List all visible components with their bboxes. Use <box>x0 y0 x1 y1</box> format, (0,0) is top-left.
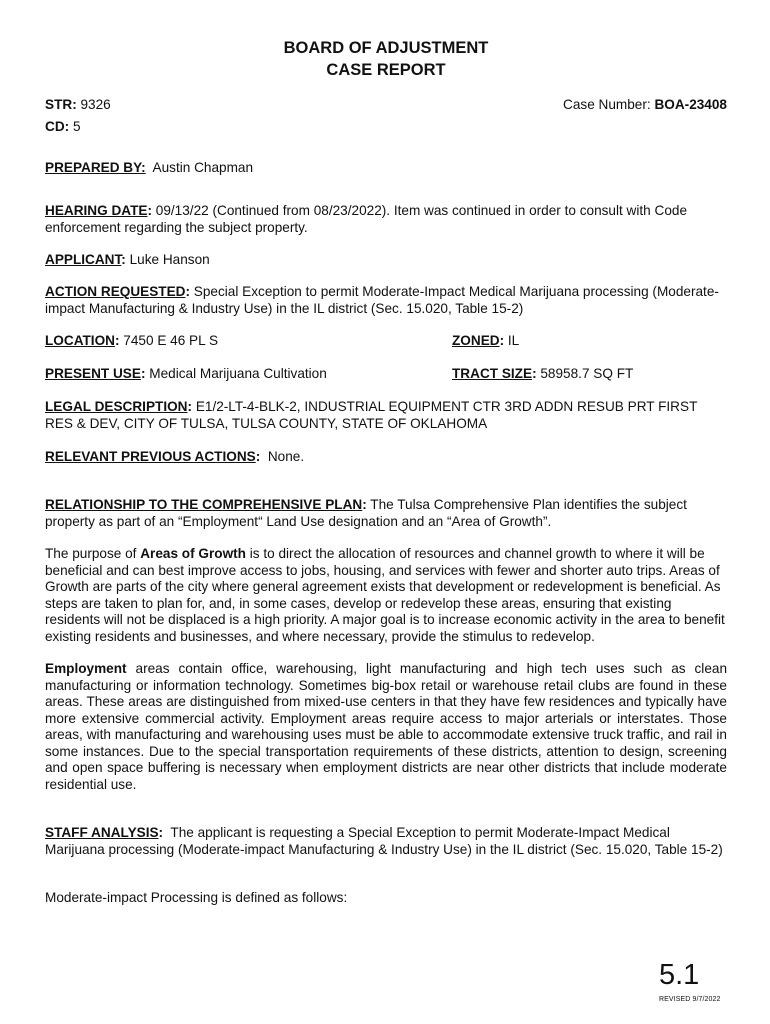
case-number-label: Case Number: <box>563 97 651 112</box>
prepared-by-row <box>45 160 727 177</box>
zoned-field: ZONED: IL <box>452 333 520 348</box>
employment-paragraph <box>45 661 727 793</box>
tract-size-value: 58958.7 SQ FT <box>540 366 634 381</box>
case-report-page <box>45 0 727 1024</box>
str-row <box>45 97 727 114</box>
legal-description-value: E1/2-LT-4-BLK-2, INDUSTRIAL EQUIPMENT CTR 3RD ADDN RESUB PRT FIRST RES & DEV, CITY OF TULSA, TULSA COUNTY, STATE OF OKLAHOMA <box>45 399 698 431</box>
employment-term: Employment <box>45 661 127 676</box>
action-requested-value: Special Exception to permit Moderate-Impact Medical Marijuana processing (Moderate-impact Manufacturing & Industry Use) in the IL district (Sec. 15.020, Table 15-2) <box>45 284 719 316</box>
areas-of-growth-paragraph <box>45 546 727 645</box>
legal-description-section: LEGAL DESCRIPTION: E1/2-LT-4-BLK-2, INDUSTRIAL EQUIPMENT CTR 3RD ADDN RESUB PRT FIRST RES & DEV, CITY OF TULSA, TULSA COUNTY, STATE OF OKLAHOMA <box>45 399 698 431</box>
definition-intro: Moderate-impact Processing is defined as follows: <box>45 890 348 905</box>
zoned-value: IL <box>507 333 520 348</box>
applicant-row: APPLICANT: Luke Hanson <box>45 252 210 267</box>
comprehensive-plan-section: RELATIONSHIP TO THE COMPREHENSIVE PLAN: The Tulsa Comprehensive Plan identifies the subject property as part of an “Employment“ Land Use designation and an “Area of Growth”. <box>45 497 687 529</box>
areas-of-growth-text: is to direct the allocation of resources and channel growth to where it will be beneficial and can best improve access to jobs, housing, and services with fewer and shorter auto trips. Areas of Growth are parts of the city where general agreement exists that development or redevelopment is beneficial. As steps are taken to plan for, and, in some cases, develop or redevelop these areas, ensuring that existing residents will not be displaced is a high priority. A major goal is to increase economic activity in the area to benefit existing residents and businesses, and where necessary, provide the stimulus to redevelop. <box>45 546 725 644</box>
location-value: 7450 E 46 PL S <box>123 333 219 348</box>
prepared-by-label: PREPARED BY: <box>45 160 146 175</box>
action-requested-section: ACTION REQUESTED: Special Exception to permit Moderate-Impact Medical Marijuana processing (Moderate-impact Manufacturing & Industry Use) in the IL district (Sec. 15.020, Table 15-2) <box>45 284 719 316</box>
action-requested-label: ACTION REQUESTED <box>45 284 186 299</box>
relevant-previous-actions-value: None. <box>267 449 305 464</box>
zoned-label: ZONED <box>452 333 500 348</box>
cd-label: CD: <box>45 119 70 134</box>
applicant-label: APPLICANT <box>45 252 122 267</box>
comprehensive-plan-label: RELATIONSHIP TO THE COMPREHENSIVE PLAN <box>45 497 363 512</box>
staff-analysis-label: STAFF ANALYSIS <box>45 825 159 840</box>
hearing-date-section: HEARING DATE: 09/13/22 (Continued from 08/23/2022). Item was continued in order to consult with Code enforcement regarding the subject property. <box>45 203 688 235</box>
staff-analysis-section: STAFF ANALYSIS: The applicant is requesting a Special Exception to permit Moderate-Impact Medical Marijuana processing (Moderate-impact Manufacturing & Industry Use) in the IL district (Sec. 15.020, Table 15-2) <box>45 825 723 857</box>
page-number: 5.1 <box>659 959 700 991</box>
hearing-date-value: 09/13/22 (Continued from 08/23/2022). Item was continued in order to consult with Code enforcement regarding the subject property. <box>45 203 688 235</box>
staff-analysis-value: The applicant is requesting a Special Exception to permit Moderate-Impact Medical Marijuana processing (Moderate-impact Manufacturing & Industry Use) in the IL district (Sec. 15.020, Table 15-2) <box>45 825 723 857</box>
areas-of-growth-term: Areas of Growth <box>140 546 246 561</box>
location-zoned-row: LOCATION: 7450 E 46 PL S ZONED: IL <box>45 333 520 348</box>
areas-of-growth-intro: The purpose of <box>45 546 137 561</box>
present-use-value: Medical Marijuana Cultivation <box>149 366 327 381</box>
report-title-line1: BOARD OF ADJUSTMENT <box>283 39 489 57</box>
report-title-line2: CASE REPORT <box>326 61 446 79</box>
comprehensive-plan-value: The Tulsa Comprehensive Plan identifies the subject property as part of an “Employment“ Land Use designation and an “Area of Growth”. <box>45 497 687 529</box>
relevant-previous-actions-row: RELEVANT PREVIOUS ACTIONS: None. <box>45 449 305 464</box>
relevant-previous-actions-label: RELEVANT PREVIOUS ACTIONS <box>45 449 256 464</box>
str-label: STR: <box>45 97 77 112</box>
legal-description-label: LEGAL DESCRIPTION <box>45 399 188 414</box>
location-label: LOCATION <box>45 333 115 348</box>
cd-value: 5 <box>72 119 81 134</box>
hearing-date-label: HEARING DATE <box>45 203 148 218</box>
case-number <box>563 97 727 114</box>
employment-text: areas contain office, warehousing, light manufacturing and high tech uses such as clean manufacturing or information technology. Sometimes big-box retail or warehouse retail clubs are found in these areas. These areas are distinguished from mixed-use centers in that they have few residences and typically have more extensive commercial activity. Employment areas require access to major arterials or interstates. Those areas, with manufacturing and warehousing uses must be able to accommodate extensive truck traffic, and rail in some instances. Due to the special transportation requirements of these districts, attention to design, screening and open space buffering is necessary when employment districts are near other districts that include moderate residential use. <box>45 661 728 792</box>
cd-row <box>45 119 727 136</box>
applicant-value: Luke Hanson <box>129 252 210 267</box>
str-value: 9326 <box>80 97 111 112</box>
prepared-by-value: Austin Chapman <box>152 160 254 175</box>
tract-size-field: TRACT SIZE: 58958.7 SQ FT <box>452 366 634 381</box>
tract-size-label: TRACT SIZE <box>452 366 533 381</box>
present-use-row: PRESENT USE: Medical Marijuana Cultivation TRACT SIZE: 58958.7 SQ FT <box>45 366 634 381</box>
revised-date: REVISED 9/7/2022 <box>659 996 721 1003</box>
case-number-value: BOA-23408 <box>654 97 727 112</box>
present-use-label: PRESENT USE <box>45 366 141 381</box>
